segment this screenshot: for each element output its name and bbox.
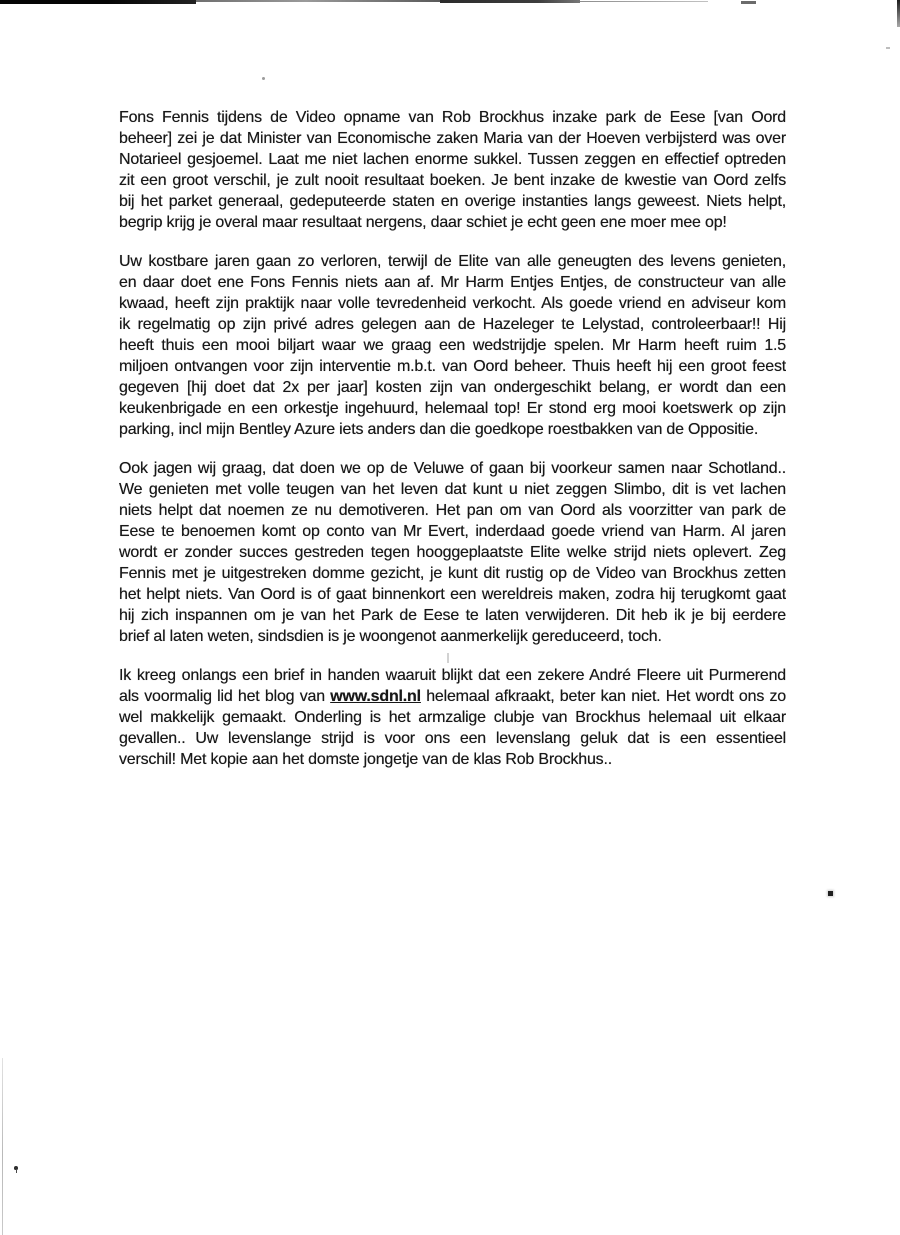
letter-line: verschil! Met kopie aan het domste jongetje van de klas Rob Brockhus.. [119, 751, 612, 768]
letter-line: gevallen.. Uw levenslange strijd is voor ons een levenslang geluk dat is een essentieel [119, 730, 786, 747]
sdnl-url-text: www.sdnl.nl [330, 688, 421, 705]
letter-paragraph-2 [119, 251, 786, 440]
scan-speck-bottom-left [13, 1165, 19, 1174]
letter-line: Ook jagen wij graag, dat doen we op de Veluwe of gaan bij voorkeur samen naar Schotland.. [119, 460, 786, 477]
letter-body [119, 107, 786, 788]
letter-line: brief al laten weten, sindsdien is je woongenot aanmerkelijk gereduceerd, toch. [119, 628, 662, 645]
letter-text: helemaal afkraakt, beter kan niet. Het wordt ons zo [420, 688, 786, 705]
letter-line: miljoen ontvangen voor zijn interventie m.b.t. van Oord beheer. Thuis heeft hij een groot feest [119, 358, 786, 375]
letter-line: niets helpt dat noemen ze nu demotiveren. Het pan om van Oord als voorzitter van park de [119, 502, 786, 519]
letter-line: Eese te benoemen komt op conto van Mr Evert, inderdaad goede vriend van Harm. Al jaren [119, 523, 786, 540]
letter-line: Fennis met je uitgestreken domme gezicht, je kunt dit rustig op de Video van Brockhus zetten [119, 565, 786, 582]
letter-line: keukenbrigade en een orkestje ingehuurd, helemaal top! Er stond erg mooi koetswerk op zijn [119, 400, 786, 417]
letter-line: het helpt niets. Van Oord is of gaat binnenkort een wereldreis maken, zodra hij terugkomt gaat [119, 586, 786, 603]
letter-line: zit een groot verschil, je zult nooit resultaat boeken. Je bent inzake de kwestie van Oord zelfs [119, 172, 786, 189]
letter-line: We genieten met volle teugen van het leven dat kunt u niet zeggen Slimbo, dit is vet lachen [119, 481, 786, 498]
scan-edge-artifact-top-fade [580, 1, 708, 2]
letter-line: bij het parket generaal, gedeputeerde staten en overige instanties langs geweest. Niets helpt, [119, 193, 786, 210]
scan-speck-mid-page [828, 891, 833, 896]
scan-speck-right [886, 47, 890, 49]
letter-paragraph-3 [119, 458, 786, 647]
letter-line: kwaad, heeft zijn praktijk naar volle tevredenheid verkocht. Als goede vriend en adviseur kom [119, 295, 786, 312]
letter-line: Notarieel gesjoemel. Laat me niet lachen enorme sukkel. Tussen zeggen en effectief optreden [119, 151, 786, 168]
letter-line: gegeven [hij doet dat 2x per jaar] kosten zijn van ondergeschikt belang, er wordt dan een [119, 379, 786, 396]
letter-line: en daar doet ene Fons Fennis niets aan af. Mr Harm Entjes Entjes, de constructeur van alle [119, 274, 786, 291]
scan-edge-artifact-top-left [0, 0, 196, 4]
scan-edge-artifact-left [2, 1058, 3, 1235]
letter-paragraph-1 [119, 107, 786, 233]
letter-line: heeft thuis een mooi biljart waar we graag een wedstrijdje spelen. Mr Harm heeft ruim 1.5 [119, 337, 786, 354]
letter-line-with-link [119, 686, 786, 707]
scan-speck-above-text [262, 77, 265, 80]
letter-line: wel makkelijk gemaakt. Onderling is het armzalige clubje van Brockhus helemaal uit elkaar [119, 709, 786, 726]
letter-line: beheer] zei je dat Minister van Economische zaken Maria van der Hoeven verbijsterd was over [119, 130, 786, 147]
letter-line: begrip krijg je overal maar resultaat nergens, daar schiet je echt geen ene moer mee op! [119, 214, 727, 231]
letter-line: Uw kostbare jaren gaan zo verloren, terwijl de Elite van alle geneugten des levens genieten, [119, 253, 786, 270]
letter-line: parking, incl mijn Bentley Azure iets anders dan die goedkope roestbakken van de Oppositie. [119, 421, 759, 438]
letter-paragraph-4 [119, 665, 786, 770]
letter-line: hij zich inspannen om je van het Park de Eese te laten verwijderen. Dit heb ik je bij eerdere [119, 607, 786, 624]
letter-line: ik regelmatig op zijn privé adres gelegen aan de Hazeleger te Lelystad, controleerbaar!! Hij [119, 316, 786, 333]
letter-line: wordt er zonder succes gestreden tegen hooggeplaatste Elite welke strijd niets oplevert. Zeg [119, 544, 786, 561]
letter-line: Ik kreeg onlangs een brief in handen waaruit blijkt dat een zekere André Fleere uit Purmerend [119, 667, 786, 684]
letter-text: als voormalig lid het blog van [119, 688, 331, 705]
scan-edge-artifact-top-mid [196, 0, 440, 2]
letter-line: Fons Fennis tijdens de Video opname van Rob Brockhus inzake park de Eese [van Oord [119, 109, 786, 126]
scan-edge-artifact-top-tick [741, 1, 756, 4]
scan-edge-artifact-top-dark-segment [440, 0, 580, 3]
